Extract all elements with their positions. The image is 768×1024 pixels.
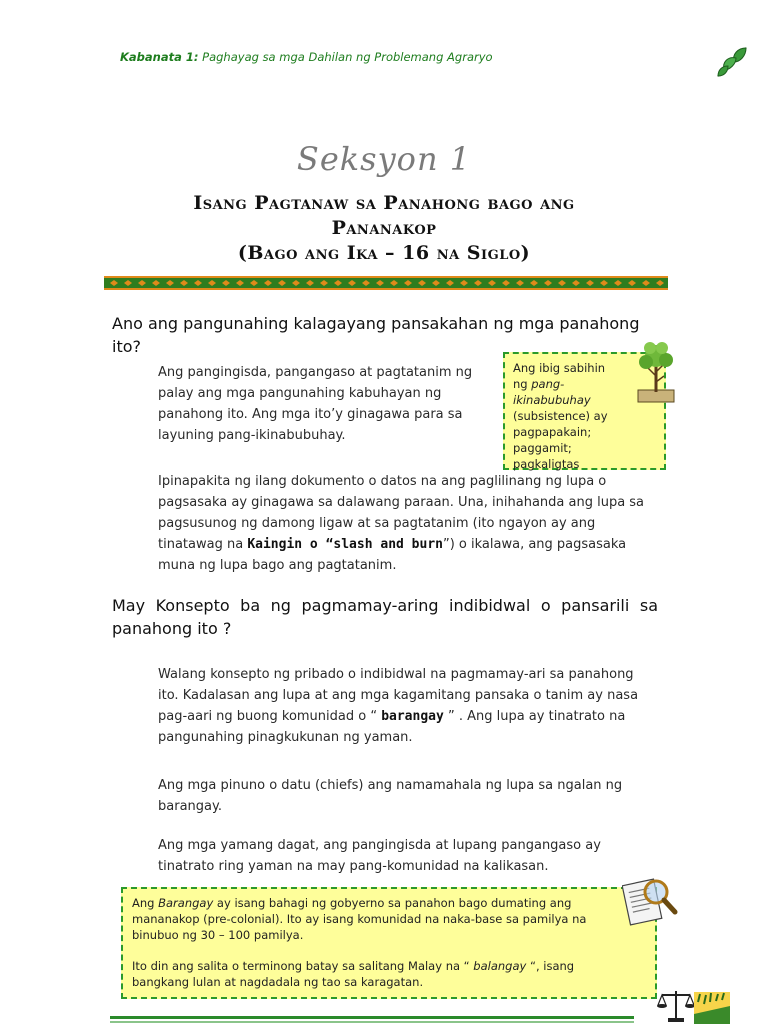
section-label: Seksyon 1 [296,140,472,178]
paragraph-farming-methods [158,471,658,576]
paragraph-ownership [158,664,658,748]
leaf-logo-icon [712,42,752,82]
page-title-line1: Isang Pagtanaw sa Panahong bago ang [193,192,575,214]
box2-p1-before: Ang [132,896,159,910]
barangay-definition [132,895,602,943]
p3-barangay-term: barangay [381,709,444,724]
box2-p2-before: Ito din ang salita o terminong batay sa salitang Malay na “ [132,959,474,973]
p2-text-after: ”) o ikalawa, ang pagsasaka muna ng lupa bago ang pagtatanim. [158,537,627,573]
chapter-title: Paghayag sa mga Dahilan ng Problemang Agraryo [202,50,493,64]
p3-text-before: Walang konsepto ng pribado o indibidwal na pagmamay-ari sa panahong ito. Kadalasan ang lupa at ang mga kagamitang pansaka o tanim ay nasa pag-aari ng buong komunidad o “ [158,667,639,724]
box2-balangay-term: balangay [473,959,527,973]
tree-book-icon [634,336,678,406]
page-title-line3: (Bago ang Ika – 16 na Siglo) [237,242,531,264]
question-1: Ano ang pangunahing kalagayang pansakahan ng mga panahong ito? [112,314,640,356]
chapter-label: Kabanata 1: [120,50,199,64]
box2-p2-after: “, isang bangkang lulan at nagdadala ng tao sa karagatan. [132,959,575,989]
footer-rule [110,1016,634,1019]
definition-term: pang-ikinabubuhay [513,377,591,407]
paragraph-sea-resources: Ang mga yamang dagat, ang pangingisda at lupang pangangaso ay tinatrato ring yaman na may pang-komunidad na kalikasan. [158,838,601,874]
box2-barangay-term: Barangay [158,896,214,910]
definition-text [513,360,613,472]
page-title-line2: Pananakop [331,217,437,239]
magnifier-document-icon [622,872,678,928]
p2-kaingin-term: Kaingin o “slash and burn [247,537,443,552]
footer-rule-light [110,1021,634,1023]
chapter-header [120,50,493,64]
p3-text-after: ” . Ang lupa ay tinatrato na pangunahing pinagkukunan ng yaman. [158,709,626,745]
p2-text-before: Ipinapakita ng ilang dokumento o datos na ang paglilinang ng lupa o pagsasaka ay ginagawa sa dalawang paraan. Una, inihahanda ang lupa sa pagsusunog ng damong ligaw at sa pagtatanim (ito ngayon ay ang tinatawag na [158,474,645,552]
definition-rest: (subsistence) ay pagpapakain; paggamit; pagkaligtas [513,409,608,471]
box2-p1-after: ay isang bahagi ng gobyerno sa panahon bago dumating ang mananakop (pre-colonial). Ito ay isang komunidad na naka-base sa pamilya na binubuo ng 30 – 100 pamilya. [132,896,587,942]
field-icon [694,992,730,1024]
question-2: May Konsepto ba ng pagmamay-aring indibidwal o pansarili sa panahong ito ? [112,596,658,638]
paragraph-subsistence: Ang pangingisda, pangangaso at pagtatanim ng palay ang mga pangunahing kabuhayan ng panahong ito. Ang mga ito’y ginagawa para sa layuning pang-ikinabubuhay. [158,365,473,443]
paragraph-datu: Ang mga pinuno o datu (chiefs) ang namamahala ng lupa sa ngalan ng barangay. [158,778,623,814]
ornament-divider [104,276,668,290]
balangay-definition [132,958,612,990]
scale-icon [656,985,696,1024]
definition-line1: Ang ibig sabihin ng [513,361,606,391]
